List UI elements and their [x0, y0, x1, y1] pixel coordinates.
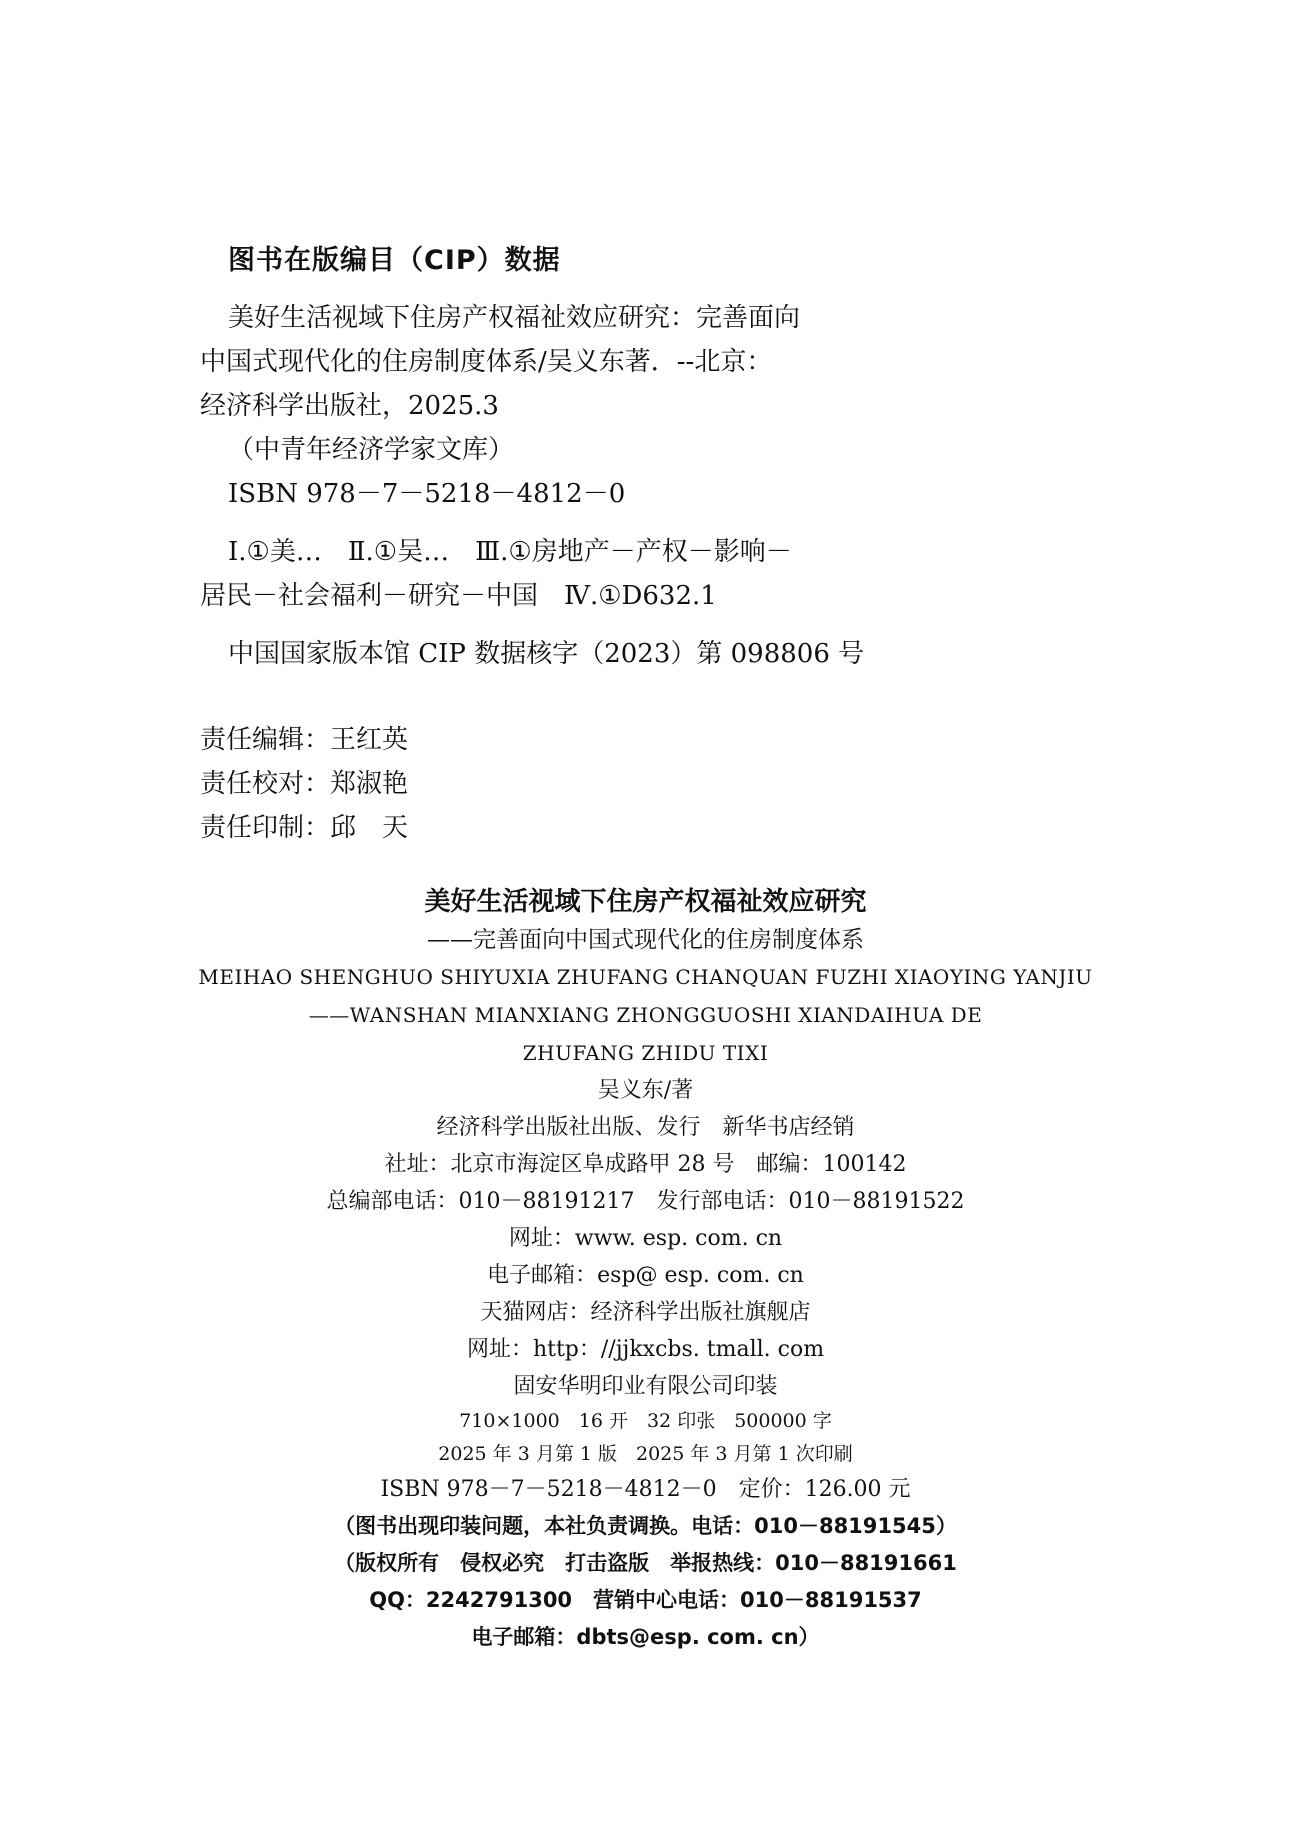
cip-record-line: 中国式现代化的住房制度体系/吴义东著．--北京：	[200, 347, 773, 377]
notice-line: 电子邮箱：dbts@esp. com. cn）	[471, 1625, 820, 1649]
cip-classification	[200, 530, 920, 618]
book-subtitle: ——完善面向中国式现代化的住房制度体系	[427, 927, 864, 953]
cip-record-line: 经济科学出版社，2025.3	[200, 391, 499, 421]
cip-verify-line: 中国国家版本馆 CIP 数据核字（2023）第 098806 号	[228, 639, 865, 669]
cip-heading: 图书在版编目（CIP）数据	[228, 245, 561, 276]
cip-record-line: 美好生活视域下住房产权福祉效应研究：完善面向	[228, 303, 801, 333]
book-title-en: MEIHAO SHENGHUO SHIYUXIA ZHUFANG CHANQUAN FUZHI XIAOYING YANJIU	[198, 965, 1093, 989]
isbn-price: ISBN 978－7－5218－4812－0 定价：126.00 元	[380, 1477, 911, 1502]
staff-list	[200, 718, 920, 850]
book-title-en: ZHUFANG ZHIDU TIXI	[522, 1041, 769, 1065]
staff-editor	[200, 718, 920, 762]
notice-line: QQ：2242791300 营销中心电话：010－88191537	[369, 1588, 922, 1612]
cip-class-line: 居民－社会福利－研究－中国 Ⅳ.①D632.1	[200, 581, 717, 611]
phone-numbers: 总编部电话：010－88191217 发行部电话：010－88191522	[326, 1189, 965, 1214]
staff-name: 郑淑艳	[330, 769, 409, 799]
printer: 固安华明印业有限公司印装	[513, 1374, 778, 1399]
address: 社址：北京市海淀区阜成路甲 28 号 邮编：100142	[384, 1152, 907, 1177]
staff-printing	[200, 806, 920, 850]
notice-line: （版权所有 侵权必究 打击盗版 举报热线：010－88191661	[334, 1551, 957, 1575]
book-title: 美好生活视域下住房产权福祉效应研究	[424, 887, 867, 917]
email: 电子邮箱：esp@ esp. com. cn	[487, 1263, 804, 1288]
tmall-store: 天猫网店：经济科学出版社旗舰店	[480, 1300, 811, 1325]
website: 网址：www. esp. com. cn	[508, 1226, 783, 1251]
author: 吴义东/著	[597, 1078, 694, 1103]
cip-verification	[200, 632, 920, 676]
staff-role: 责任校对：	[200, 769, 331, 799]
edition-info: 2025 年 3 月第 1 版 2025 年 3 月第 1 次印刷	[438, 1443, 853, 1465]
staff-name: 邱 天	[330, 813, 409, 843]
book-format: 710×1000 16 开 32 印张 500000 字	[459, 1410, 832, 1432]
publisher: 经济科学出版社出版、发行 新华书店经销	[436, 1115, 855, 1140]
imprint-block	[0, 882, 1291, 1656]
cip-record	[200, 296, 920, 516]
book-title-en: ——WANSHAN MIANXIANG ZHONGGUOSHI XIANDAIHUA DE	[308, 1003, 983, 1027]
cip-class-line: Ⅰ.①美… Ⅱ.①吴… Ⅲ.①房地产－产权－影响－	[228, 537, 792, 567]
staff-role: 责任编辑：	[200, 725, 331, 755]
notice-line: （图书出现印装问题，本社负责调换。电话：010－88191545）	[334, 1514, 957, 1538]
cip-isbn: ISBN 978－7－5218－4812－0	[228, 479, 626, 509]
staff-proofreader	[200, 762, 920, 806]
staff-role: 责任印制：	[200, 813, 331, 843]
staff-name: 王红英	[330, 725, 409, 755]
cip-series: （中青年经济学家文库）	[228, 435, 515, 465]
tmall-url: 网址：http：//jjkxcbs. tmall. com	[466, 1337, 825, 1362]
